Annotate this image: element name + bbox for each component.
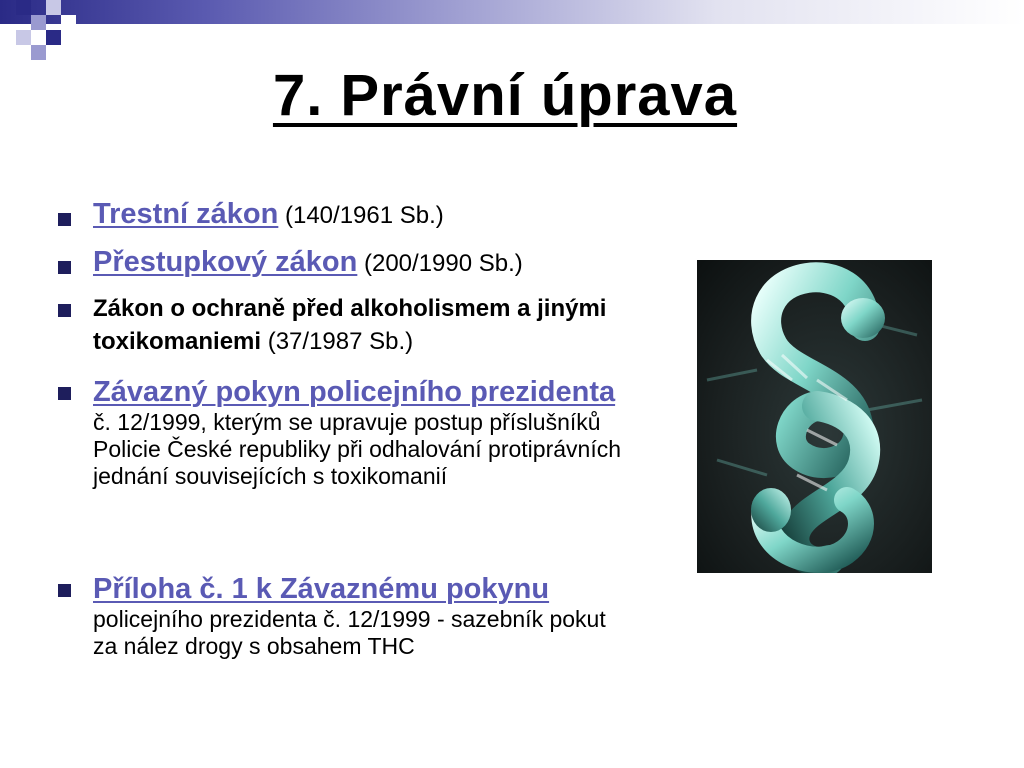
link-priloha[interactable]: Příloha č. 1 k Závaznému pokynu	[93, 573, 550, 605]
slide-title-text: 7. Právní úprava	[272, 63, 738, 128]
square-bullet-icon	[58, 304, 71, 317]
decor-square	[16, 30, 31, 45]
item-bold-text: Zákon o ochraně před alkoholismem a jinými toxikomaniemi	[93, 295, 607, 355]
link-zavazny-pokyn[interactable]: Závazný pokyn policejního prezidenta	[93, 376, 616, 408]
decor-square	[16, 0, 31, 15]
decor-square	[31, 15, 46, 30]
item-text: (140/1961 Sb.)	[278, 202, 444, 229]
item-text: (200/1990 Sb.)	[357, 250, 523, 277]
list-item	[52, 573, 632, 660]
decor-square	[46, 30, 61, 45]
square-bullet-icon	[58, 584, 71, 597]
paragraph-section-sign-icon	[697, 260, 932, 573]
item-text: (37/1987 Sb.)	[261, 328, 414, 355]
top-decorative-band	[0, 0, 1024, 24]
link-trestni-zakon[interactable]: Trestní zákon	[93, 198, 279, 230]
slide-title	[0, 62, 1010, 129]
square-bullet-icon	[58, 387, 71, 400]
list-item	[52, 294, 632, 376]
decor-square	[31, 45, 46, 60]
item-text: č. 12/1999, kterým se upravuje postup příslušníků Policie České republiky při odhalování protiprávních jednání souvisejících s toxikomanií	[93, 409, 622, 489]
item-text: policejního prezidenta č. 12/1999 - sazebník pokut za nález drogy s obsahem THC	[93, 606, 606, 659]
square-bullet-icon	[58, 213, 71, 226]
link-prestupkovy-zakon[interactable]: Přestupkový zákon	[93, 246, 358, 278]
square-bullet-icon	[58, 261, 71, 274]
list-item	[52, 246, 632, 294]
section-sign-graphic	[697, 260, 932, 573]
decor-square	[46, 0, 61, 15]
decor-square	[61, 15, 76, 30]
list-item	[52, 198, 632, 246]
list-item	[52, 376, 632, 573]
bullet-list	[52, 198, 632, 660]
